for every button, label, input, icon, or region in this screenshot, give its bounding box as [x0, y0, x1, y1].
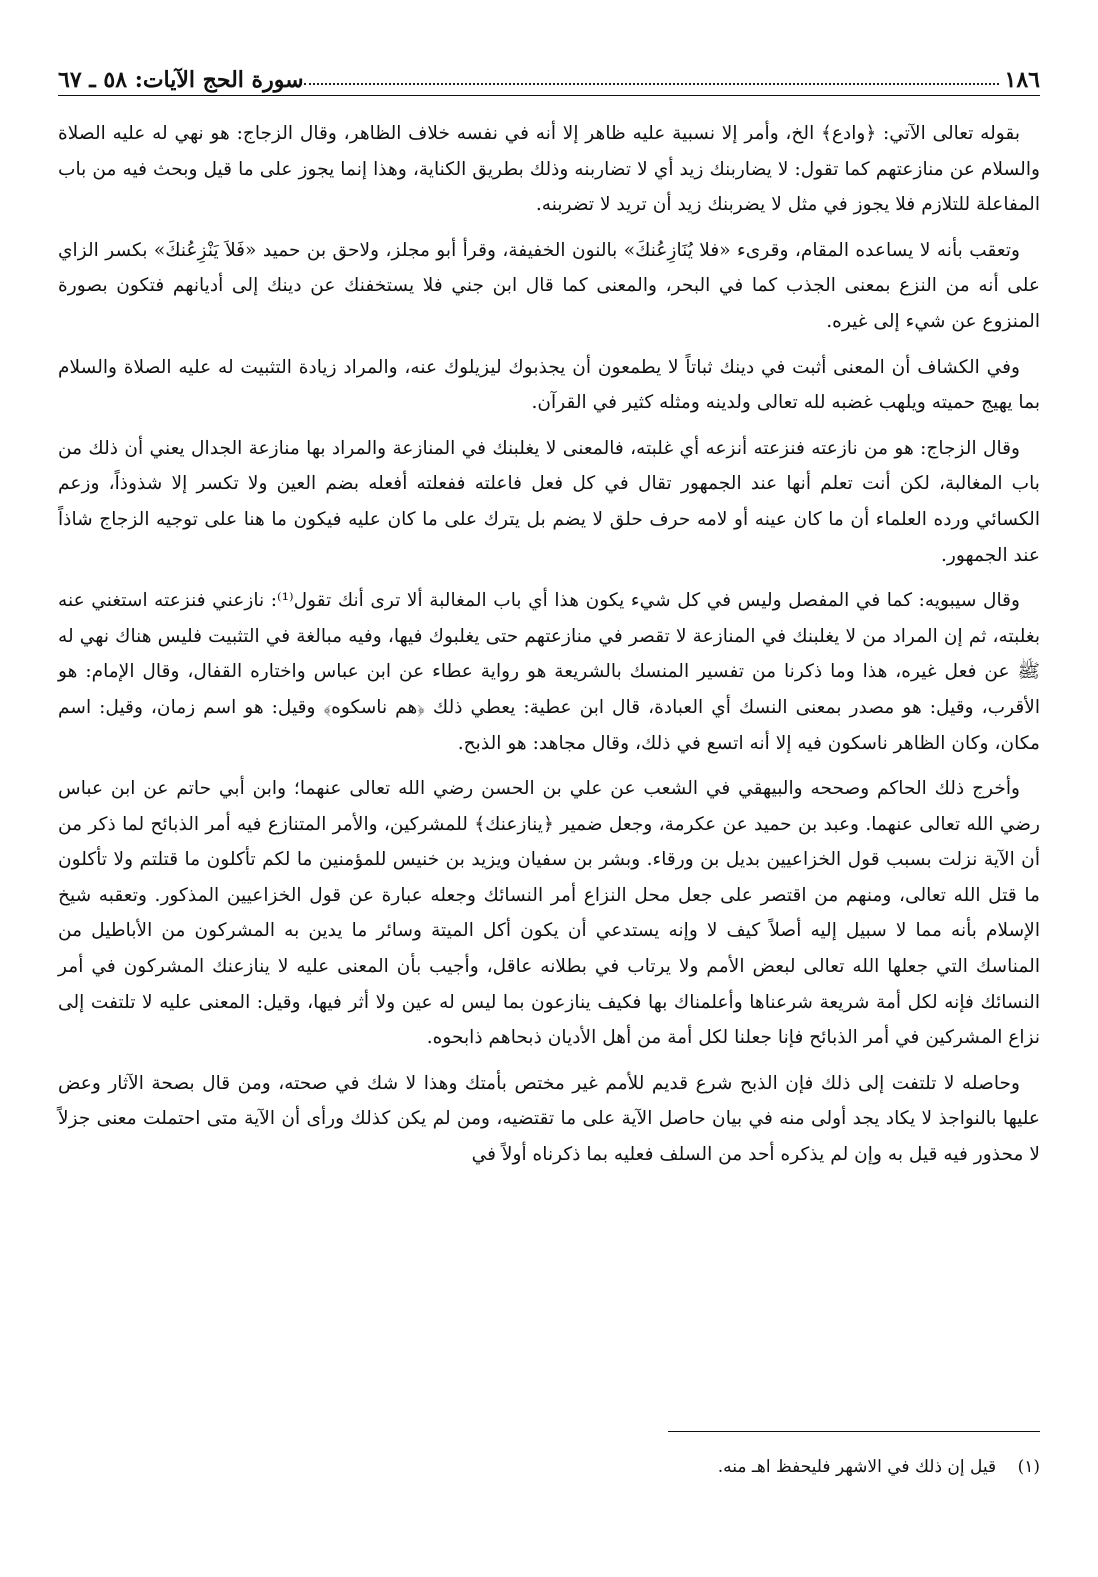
- footnote-separator: [668, 1431, 1040, 1432]
- footnote-number: (١): [1017, 1457, 1040, 1477]
- running-title: سورة الحج الآيات: ٥٨ ـ ٦٧: [58, 67, 304, 93]
- main-text: [58, 116, 1040, 1183]
- paragraph: وحاصله لا تلتفت إلى ذلك فإن الذبح شرع قديم للأمم غير مختص بأمتك وهذا لا شك في صحته، ومن قال بصحة الآثار وعض عليها بالنواجذ لا يكاد يجد أولى منه في بيان حاصل الآية على ما تقتضيه، ومن لم يكن كذلك ورأى أن الآية متى احتملت معنى جزلاً لا محذور فيه قيل به وإن لم يذكره أحد من السلف فعليه بما ذكرناه أولاً في: [58, 1072, 1040, 1166]
- paragraph: بقوله تعالى الآتي: ﴿وادع﴾ الخ، وأمر إلا نسبية عليه ظاهر إلا أنه في نفسه خلاف الظاهر، وقال الزجاج: هو نهي له عليه الصلاة والسلام عن منازعتهم كما تقول: لا يضاربنك زيد أي لا تضاربنه وذلك بطريق الكناية، وهذا إنما يجوز على ما قيل وبحث فيه من باب المفاعلة للتلازم فلا يجوز في مثل لا يضربنك زيد أن تريد لا تضربنه.: [58, 123, 1040, 216]
- paragraph: وأخرج ذلك الحاكم وصححه والبيهقي في الشعب عن علي بن الحسن رضي الله تعالى عنهما؛ وابن أبي حاتم عن ابن عباس رضي الله تعالى عنهما. وعبد بن حميد عن عكرمة، وجعل ضمير ﴿ينازعنك﴾ للمشركين، والأمر المتنازع فيه أمر الذبائح لما ذكر من أن الآية نزلت بسبب قول الخزاعيين بديل بن ورقاء. وبشر بن سفيان ويزيد بن خنيس للمؤمنين ما لكم تأكلون ما قتلتم ولا تأكلون ما قتل الله تعالى، ومنهم من اقتصر على جعل محل النزاع أمر النسائك وجعله عبارة عن قول الخزاعيين المذكور. وتعقبه شيخ الإسلام بأنه مما لا سبيل إليه أصلاً كيف لا وإنه يستدعي أن يكون أكل الميتة وسائر ما يدين به المشركون من الأباطيل من المناسك التي جعلها الله تعالى لبعض الأمم ولا يرتاب في بطلانه عاقل، وأجيب بأن المعنى عليه لا ينازعنك المشركون في أمر النسائك فإنه لكل أمة شريعة شرعناها وأعلمناك بها فكيف ينازعون بما ليس له عين ولا أثر فيها، وقيل: المعنى عليه لا تلتفت إلى نزاع المشركين في أمر الذبائح فإنا جعلنا لكل أمة من أهل الأديان ذبحاهم ذابحوه.: [58, 778, 1040, 1049]
- footnote: [58, 1452, 1040, 1482]
- paragraph: وقال سيبويه: كما في المفصل وليس في كل شيء يكون هذا أي باب المغالبة ألا ترى أنك تقول⁽¹⁾: نازعني فنزعته استغني عنه بغلبته، ثم إن المراد من لا يغلبنك في المنازعة لا تقصر في منازعتهم حتى يغلبوك فيها، وفيه مبالغة في التثبيت فليس هناك نهي له ﷺ عن فعل غيره، هذا وما ذكرنا من تفسير المنسك بالشريعة هو رواية عطاء عن ابن عباس واختاره القفال، وقال الإمام: هو الأقرب، وقيل: هو مصدر بمعنى النسك أي العبادة، قال ابن عطية: يعطي ذلك ﴿هم ناسكوه﴾ وقيل: هو اسم زمان، وقيل: اسم مكان، وكان الظاهر ناسكون فيه إلا أنه اتسع في ذلك، وقال مجاهد: هو الذبح.: [58, 590, 1040, 754]
- footnote-text: قيل إن ذلك في الاشهر فليحفظ اهـ منه.: [717, 1457, 997, 1477]
- paragraph: وفي الكشاف أن المعنى أثبت في دينك ثباتاً لا يطمعون أن يجذبوك ليزيلوك عنه، والمراد زيادة التثبيت له عليه الصلاة والسلام بما يهيج حميته ويلهب غضبه لله تعالى ولدينه ومثله كثير في القرآن.: [58, 356, 1040, 414]
- paragraph: وقال الزجاج: هو من نازعته فنزعته أنزعه أي غلبته، فالمعنى لا يغلبنك في المنازعة والمراد بها منازعة الجدال يعني أن ذلك من باب المغالبة، لكن أنت تعلم أنها عند الجمهور تقال في كل فعل فاعلته ففعلته أفعله بضم العين ولا تكسر إلا شذوذاً، وزعم الكسائي ورده العلماء أن ما كان عينه أو لامه حرف حلق لا يضم بل يترك على ما كان عليه فيكون ما هنا على توجيه الزجاج شاذاً عند الجمهور.: [58, 437, 1041, 566]
- paragraph: وتعقب بأنه لا يساعده المقام، وقرىء «فلا يُنَازِعُنكَ» بالنون الخفيفة، وقرأ أبو مجلز، ولاحق بن حميد «فَلاَ يَنْزِعُنكَ» بكسر الزاي على أنه من النزع بمعنى الجذب كما في البحر، والمعنى كما قال ابن جني فلا يستخفنك عن دينك إلى أديانهم فتكون بصورة المنزوع عن شيء إلى غيره.: [58, 239, 1040, 332]
- page-number: ١٨٦: [1004, 67, 1040, 93]
- page-header: [58, 62, 1040, 96]
- header-dotted-leader: [304, 83, 999, 85]
